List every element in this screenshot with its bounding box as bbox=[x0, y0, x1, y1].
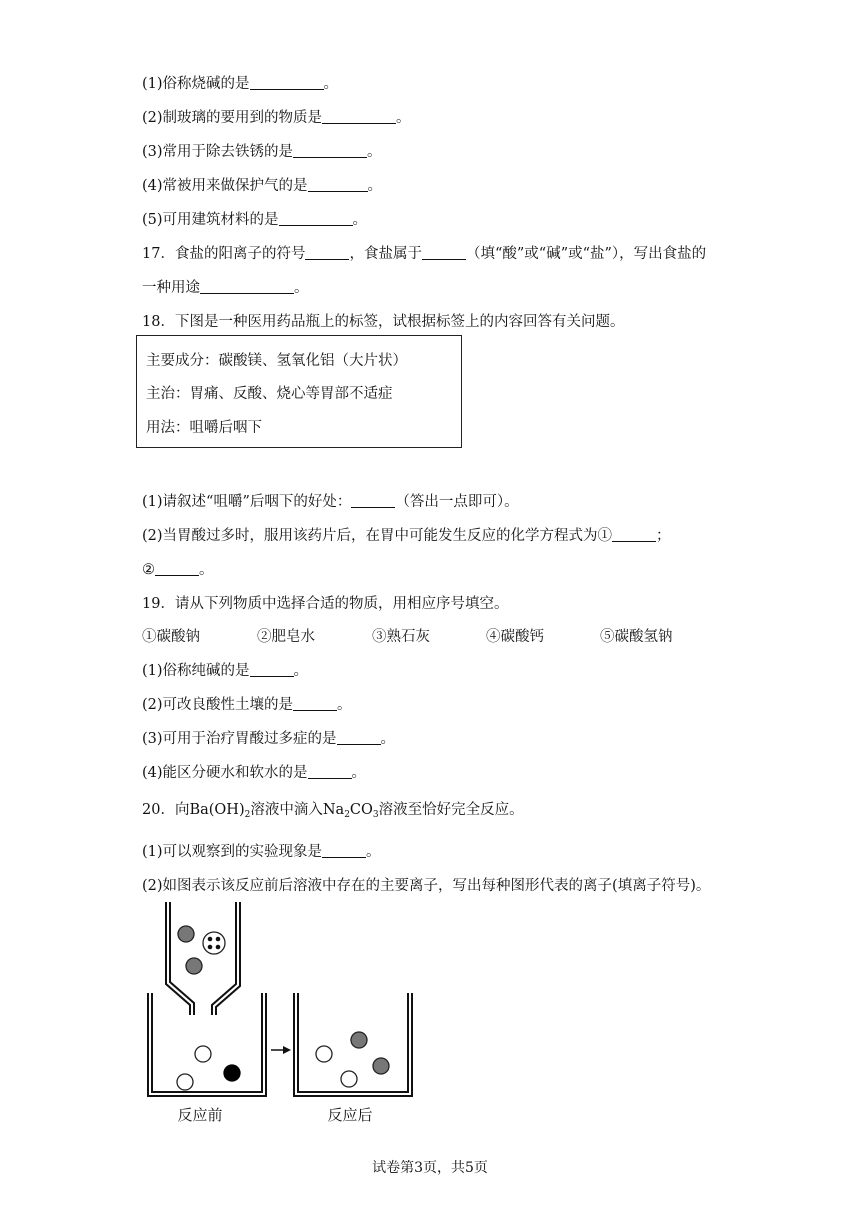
q16-item-1: (1)俗称烧碱的是 。 bbox=[142, 76, 339, 92]
q18-item-1: (1)请叙述“咀嚼”后咽下的好处： （答出一点即可）。 bbox=[142, 494, 519, 510]
gray-ion-in-dropper bbox=[186, 958, 202, 974]
q19-option-1: ①碳酸钠 bbox=[142, 629, 200, 645]
q19-item-2: (2)可改良酸性土壤的是 。 bbox=[142, 697, 352, 713]
white-ion bbox=[177, 1074, 193, 1090]
q16-item-4: (4)常被用来做保护气的是 。 bbox=[142, 178, 383, 194]
white-ion bbox=[195, 1046, 211, 1062]
q19-item-4: (4)能区分硬水和软水的是 。 bbox=[142, 765, 367, 781]
caption-before: 反应前 bbox=[177, 1106, 223, 1124]
label-indications: 主治：胃痛、反酸、烧心等胃部不适症 bbox=[146, 386, 393, 402]
beaker-before bbox=[148, 993, 266, 1096]
dropper-funnel bbox=[166, 902, 240, 1015]
q18-item-2-cont: ② 。 bbox=[142, 562, 214, 578]
q20-item-2: (2)如图表示该反应前后溶液中存在的主要离子，写出每种图形代表的离子(填离子符号)。 bbox=[142, 878, 711, 894]
gray-ion bbox=[373, 1058, 389, 1074]
white-ion bbox=[341, 1071, 357, 1087]
formula-na2co3: $Na_2CO_3$ bbox=[322, 802, 379, 820]
white-ion bbox=[316, 1046, 332, 1062]
page-footer: 试卷第3页，共5页 bbox=[372, 1160, 488, 1176]
q19-option-3: ③熟石灰 bbox=[372, 629, 430, 645]
gray-ion-in-dropper bbox=[178, 926, 194, 942]
q19-option-5: ⑤碳酸氢钠 bbox=[600, 629, 673, 645]
caption-after: 反应后 bbox=[327, 1106, 373, 1124]
q19-item-3: (3)可用于治疗胃酸过多症的是 。 bbox=[142, 731, 396, 747]
q18-stem: 18．下图是一种医用药品瓶上的标签，试根据标签上的内容回答有关问题。 bbox=[142, 314, 625, 330]
q19-option-2: ②肥皂水 bbox=[257, 629, 315, 645]
q19-option-4: ④碳酸钙 bbox=[486, 629, 544, 645]
q20-item-1: (1)可以观察到的实验现象是 。 bbox=[142, 844, 381, 860]
formula-ba-oh2: $Ba(OH)_2$ bbox=[189, 802, 251, 820]
q18-item-2: (2)当胃酸过多时，服用该药片后，在胃中可能发生反应的化学方程式为① ； bbox=[142, 528, 671, 544]
q19-stem: 19．请从下列物质中选择合适的物质，用相应序号填空。 bbox=[142, 596, 509, 612]
q17-line-2: 一种用途 。 bbox=[142, 280, 309, 296]
q17-line-1: 17．食盐的阳离子的符号 ，食盐属于 （填“酸”或“碱”或“盐”），写出食盐的 bbox=[142, 246, 707, 262]
label-ingredients: 主要成分：碳酸镁、氢氧化铝（大片状） bbox=[146, 353, 407, 369]
q16-item-5: (5)可用建筑材料的是 。 bbox=[142, 212, 368, 228]
reaction-arrow bbox=[271, 1046, 291, 1054]
q16-item-3: (3)常用于除去铁锈的是 。 bbox=[142, 144, 382, 160]
q20-stem: 20．向$Ba(OH)_2$溶液中滴入$Na_2CO_3$溶液至恰好完全反应。 bbox=[142, 802, 524, 820]
label-usage: 用法：咀嚼后咽下 bbox=[146, 420, 262, 436]
q16-item-2: (2)制玻璃的要用到的物质是 。 bbox=[142, 110, 411, 126]
gray-ion bbox=[351, 1032, 367, 1048]
carbonate-ion-icon bbox=[203, 932, 225, 954]
black-ion bbox=[224, 1065, 240, 1081]
q19-item-1: (1)俗称纯碱的是 。 bbox=[142, 663, 309, 679]
